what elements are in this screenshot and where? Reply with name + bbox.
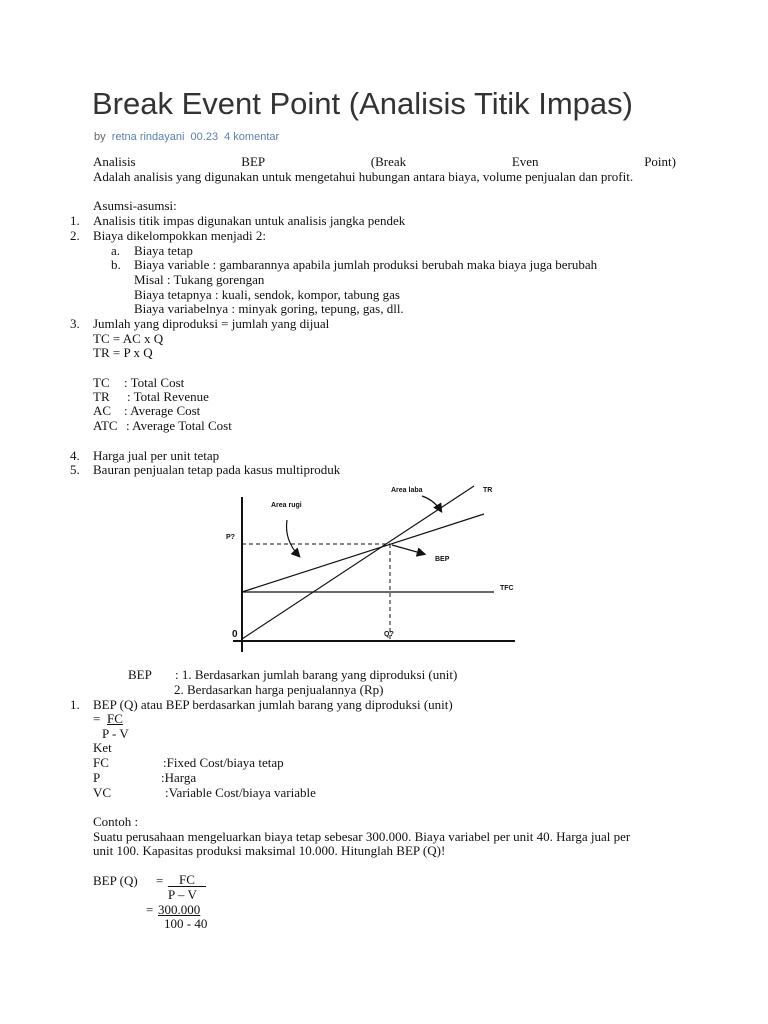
list-marker: b. (111, 257, 121, 272)
assumption-2: Biaya dikelompokkan menjadi 2: (93, 228, 266, 243)
bep-basis-2: 2. Berdasarkan harga penjualannya (Rp) (174, 682, 384, 697)
bep-basis-1: : 1. Berdasarkan jumlah barang yang diproduksi (unit) (175, 667, 458, 682)
assumption-1: Analisis titik impas digunakan untuk analisis jangka pendek (93, 213, 406, 228)
formula-equals: = (93, 711, 101, 726)
list-marker: 2. (70, 228, 80, 243)
example-line-2: Biaya tetapnya : kuali, sendok, kompor, tabung gas (134, 287, 400, 302)
tr-label: TR (483, 487, 493, 494)
intro-word: Even (511, 154, 539, 169)
def-abbr: AC (93, 403, 112, 418)
bep-label: BEP (435, 556, 450, 563)
bep-q-heading: BEP (Q) atau BEP berdasarkan jumlah barang yang diproduksi (unit) (93, 697, 453, 712)
by-label: by (94, 131, 106, 143)
intro-definition: Adalah analisis yang digunakan untuk mengetahui hubungan antara biaya, volume penjualan dan profit. (93, 169, 634, 184)
example-text-2: unit 100. Kapasitas produksi maksimal 10.000. Hitunglah BEP (Q)! (93, 843, 446, 858)
list-marker: 1. (70, 697, 80, 712)
def-abbr: VC (93, 785, 112, 800)
example-denominator-value: 100 - 40 (164, 916, 208, 931)
example-denominator-pv: P – V (168, 887, 197, 902)
list-marker: 4. (70, 448, 80, 463)
intro-word: Point) (644, 154, 676, 169)
example-lhs: BEP (Q) (93, 873, 138, 888)
formula-numerator: FC (107, 711, 123, 726)
example-text-1: Suatu perusahaan mengeluarkan biaya tetap sebesar 300.000. Biaya variabel per unit 40. Harga jual per (93, 829, 631, 844)
def-abbr: TR (93, 389, 110, 404)
bep-label: BEP (128, 667, 152, 682)
post-title: Break Event Point (Analisis Titik Impas) (92, 86, 633, 121)
assumptions-heading: Asumsi-asumsi: (93, 198, 177, 213)
list-marker: 1. (70, 213, 80, 228)
intro-word: Analisis (93, 154, 136, 169)
assumption-2b: Biaya variable : gambarannya apabila jumlah produksi berubah maka biaya juga berubah (134, 257, 598, 272)
intro-word: BEP (241, 154, 266, 169)
tfc-label: TFC (500, 585, 514, 592)
def-text: :Variable Cost/biaya variable (165, 785, 316, 800)
def-text: :Fixed Cost/biaya tetap (163, 755, 284, 770)
intro-word: (Break (370, 154, 407, 169)
example-equals: = (156, 873, 164, 888)
tc-line (242, 514, 484, 592)
example-numerator-fc: FC (168, 873, 206, 887)
origin-label: 0 (232, 629, 238, 640)
p-label: P? (226, 534, 235, 541)
assumption-5: Bauran penjualan tetap pada kasus multiproduk (93, 462, 341, 477)
list-marker: 5. (70, 462, 80, 477)
def-abbr: TC (93, 375, 110, 390)
def-text: : Average Total Cost (126, 418, 232, 433)
bep-arrow (392, 545, 424, 554)
post-time-link[interactable]: 00.23 (190, 131, 219, 143)
q-label: Q? (384, 631, 394, 638)
list-marker: a. (111, 243, 121, 258)
def-text: :Harga (161, 770, 197, 785)
formula-tr: TR = P x Q (93, 345, 153, 360)
area-laba-label: Area laba (391, 487, 423, 494)
assumption-3: Jumlah yang diproduksi = jumlah yang dijual (93, 316, 330, 331)
example-numerator-value: 300.000 (158, 902, 201, 917)
def-text: : Average Cost (124, 403, 201, 418)
ket-label: Ket (93, 740, 112, 755)
list-marker: 3. (70, 316, 80, 331)
example-line-3: Biaya variabelnya : minyak goring, tepung, gas, dll. (134, 301, 404, 316)
example-equals-2: = (146, 902, 154, 917)
def-text: : Total Revenue (127, 389, 209, 404)
example-heading: Contoh : (93, 814, 139, 829)
comments-link[interactable]: 4 komentar (224, 131, 280, 143)
formula-tc: TC = AC x Q (93, 331, 164, 346)
area-rugi-arrow (287, 520, 300, 556)
formula-denominator: P - V (102, 726, 129, 741)
area-rugi-label: Area rugi (271, 502, 302, 509)
def-abbr: P (93, 770, 101, 785)
assumption-2a: Biaya tetap (134, 243, 193, 258)
author-link[interactable]: retna rindayani (111, 131, 185, 143)
def-abbr: ATC (93, 418, 118, 433)
assumption-4: Harga jual per unit tetap (93, 448, 220, 463)
def-text: : Total Cost (124, 375, 185, 390)
area-laba-arrow (422, 496, 441, 511)
example-line-1: Misal : Tukang gorengan (134, 272, 265, 287)
def-abbr: FC (93, 755, 109, 770)
